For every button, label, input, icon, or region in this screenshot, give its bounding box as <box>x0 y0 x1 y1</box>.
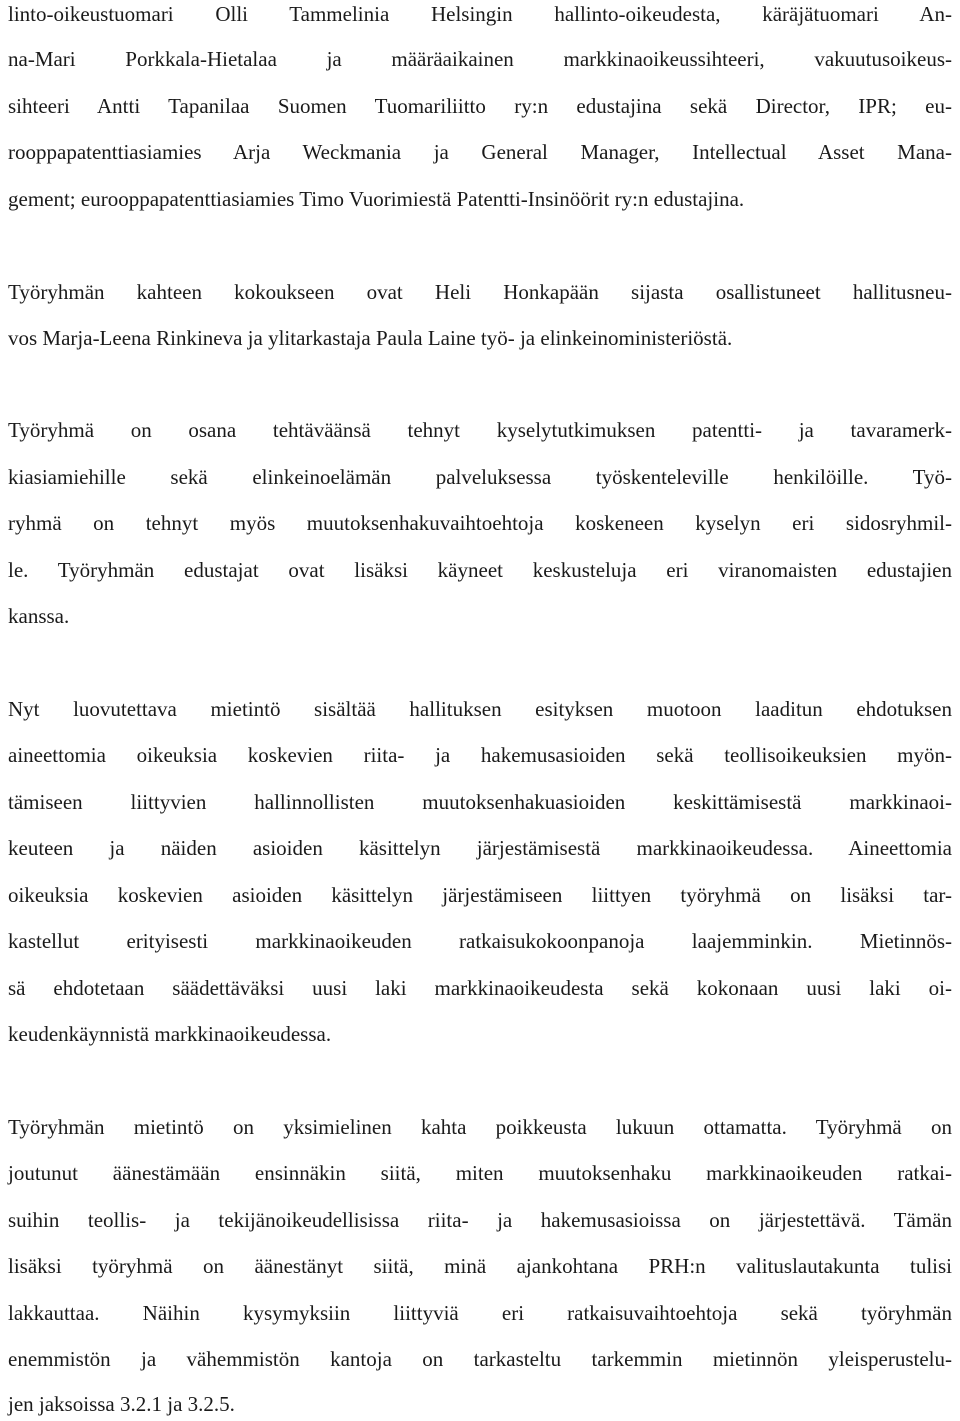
text-line: Nyt luovutettava mietintö sisältää hallituksen esityksen muotoon laaditun ehdotuksen <box>8 697 952 721</box>
text-line: kiasiamiehille sekä elinkeinoelämän palveluksessa työskenteleville henkilöille. Työ- <box>8 465 952 489</box>
text-line: keuteen ja näiden asioiden käsittelyn järjestämisestä markkinaoikeudessa. Aineettomia <box>8 836 952 860</box>
text-line: oikeuksia koskevien asioiden käsittelyn järjestämiseen liittyen työryhmä on lisäksi tar- <box>8 883 952 907</box>
text-line: sä ehdotetaan säädettäväksi uusi laki markkinaoikeudesta sekä kokonaan uusi laki oi- <box>8 976 952 1000</box>
text-line: Työryhmän mietintö on yksimielinen kahta poikkeusta lukuun ottamatta. Työryhmä on <box>8 1115 952 1139</box>
text-line: linto-oikeustuomari Olli Tammelinia Helsingin hallinto-oikeudesta, käräjätuomari An- <box>8 2 952 26</box>
text-line: gement; eurooppapatenttiasiamies Timo Vuorimiestä Patentti-Insinöörit ry:n edustajina. <box>8 187 745 211</box>
text-line: lisäksi työryhmä on äänestänyt siitä, minä ajankohtana PRH:n valituslautakunta tulisi <box>8 1254 952 1278</box>
text-line: kanssa. <box>8 604 70 628</box>
text-line: Työryhmän kahteen kokoukseen ovat Heli Honkapään sijasta osallistuneet hallitusneu- <box>8 280 952 304</box>
text-line: le. Työryhmän edustajat ovat lisäksi käyneet keskusteluja eri viranomaisten edustajien <box>8 558 952 582</box>
text-line: enemmistön ja vähemmistön kantoja on tarkasteltu tarkemmin mietinnön yleisperustelu- <box>8 1347 952 1371</box>
text-line: Työryhmä on osana tehtäväänsä tehnyt kyselytutkimuksen patentti- ja tavaramerk- <box>8 418 952 442</box>
text-line: tämiseen liittyvien hallinnollisten muutoksenhakuasioiden keskittämisestä markkinaoi- <box>8 790 952 814</box>
text-line: kastellut erityisesti markkinaoikeuden ratkaisukokoonpanoja laajemminkin. Mietinnös- <box>8 929 952 953</box>
text-line: ryhmä on tehnyt myös muutoksenhakuvaihtoehtoja koskeneen kyselyn eri sidosryhmil- <box>8 511 952 535</box>
text-line: keudenkäynnistä markkinaoikeudessa. <box>8 1022 332 1046</box>
text-line: joutunut äänestämään ensinnäkin siitä, miten muutoksenhaku markkinaoikeuden ratkai- <box>8 1161 952 1185</box>
text-line: suihin teollis- ja tekijänoikeudellisissa riita- ja hakemusasioissa on järjestettävä. Tämän <box>8 1208 952 1232</box>
text-line: sihteeri Antti Tapanilaa Suomen Tuomariliitto ry:n edustajina sekä Director, IPR; eu- <box>8 94 952 118</box>
text-line: na-Mari Porkkala-Hietalaa ja määräaikainen markkinaoikeussihteeri, vakuutusoikeus- <box>8 47 952 71</box>
text-line: vos Marja-Leena Rinkineva ja ylitarkastaja Paula Laine työ- ja elinkeinoministeriöstä. <box>8 326 733 350</box>
text-line: jen jaksoissa 3.2.1 ja 3.2.5. <box>8 1392 235 1416</box>
text-line: aineettomia oikeuksia koskevien riita- ja hakemusasioiden sekä teollisoikeuksien myön- <box>8 743 952 767</box>
text-line: lakkauttaa. Näihin kysymyksiin liittyviä eri ratkaisuvaihtoehtoja sekä työryhmän <box>8 1301 952 1325</box>
text-line: rooppapatenttiasiamies Arja Weckmania ja General Manager, Intellectual Asset Mana- <box>8 140 952 164</box>
